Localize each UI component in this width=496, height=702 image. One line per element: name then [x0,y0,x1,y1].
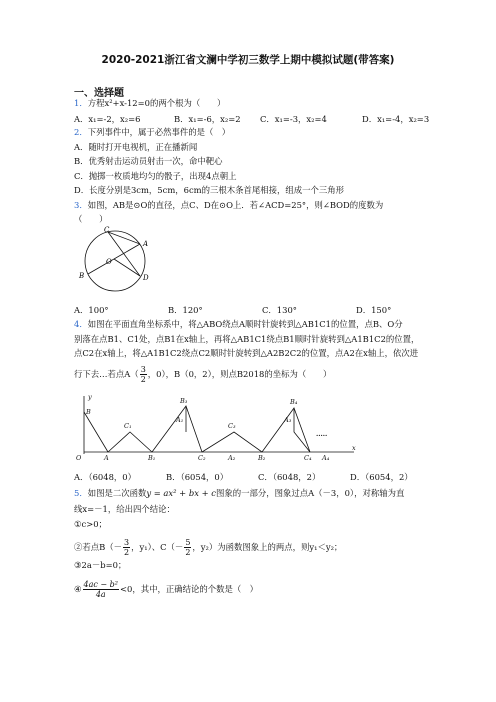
question-number: 4． [74,319,88,329]
label-b3: B₃ [180,397,188,405]
question-text: 下列事件中，属于必然事件的是（ ） [87,127,231,137]
text-part: 如图是二次函数 [87,488,147,498]
option-b: B．（6054，0） [166,472,229,482]
label-a: A [143,240,149,248]
denominator: 2 [185,548,191,557]
numerator: 3 [124,538,130,547]
statement-2 [74,538,342,557]
circle-o [85,231,145,291]
function-expression: y = ax² + bx + c [146,488,216,498]
label-c: C [104,226,110,234]
option-c: C．（6048，2） [258,472,321,482]
question-number: 5． [74,488,88,498]
label-dots: ..... [316,430,328,438]
numerator: 4ac − b² [83,580,118,589]
option-d: D．x₁=-4，x₂=3 [362,114,430,124]
text-part: <0，其中，正确结论的个数是（ ） [119,584,258,594]
numerator: 3 [140,365,146,374]
statement-1: ①c>0； [74,519,107,529]
radius-od [114,259,140,276]
question-paren: （ ） [74,214,108,224]
label-y: y [88,393,92,401]
denominator: 2 [124,548,130,557]
text-part: ，y₁）、C（－ [131,542,184,552]
fraction [140,365,147,384]
label-b: B [86,408,91,416]
triangle-c2a2b2 [202,432,262,452]
text-part: ④ [74,584,82,594]
label-b2: B₂ [258,454,266,462]
text-part: ，y₂）为函数图象上的两点，则y₁＜y₂； [192,542,343,552]
question-text: 方程x²+x-12=0的两个根为（ ） [87,98,226,108]
question-text: 如图在平面直角坐标系中，将△ABO绕点A顺时针旋转到△AB1C1的位置，点B、O分 [87,319,403,329]
label-o: O [76,454,82,462]
denominator: 4a [95,590,106,599]
option-b: B．x₁=-6，x₂=2 [174,114,241,124]
option-c: C．130° [262,305,297,315]
label-a3: A₃ [284,416,292,424]
denominator: 2 [140,375,146,384]
label-c2: C₂ [198,454,206,462]
option-b: B．120° [168,305,203,315]
option-c: C．x₁=-3，x₂=4 [260,114,327,124]
label-a4: A₄ [322,454,330,462]
triangle-ab1c1 [108,432,152,452]
question-4 [74,319,403,330]
option-a: A．（6048，0） [74,472,136,482]
question-number: 2． [74,127,88,137]
option-a: A．x₁=-2，x₂=6 [74,114,141,124]
triangle-a1b1c2 [152,406,202,452]
rotation-diagram [72,392,362,464]
numerator: 5 [185,538,191,547]
segment-ba [84,412,108,452]
question-5 [74,488,404,499]
option-b: B．优秀射击运动员射击一次，命中靶心 [74,156,223,166]
question-3 [74,200,383,211]
label-d: D [143,274,149,282]
question-number: 1． [74,98,88,108]
text-part: ，0），B（0，2），则点B2018的坐标为（ ） [147,369,332,379]
fraction [184,538,191,557]
option-c: C．抛掷一枚质地均匀的骰子，出现4点朝上 [74,171,237,181]
label-a2: A₂ [228,454,236,462]
label-c1: C₁ [124,422,132,430]
label-x: x [352,444,356,452]
label-o: O [106,258,112,266]
label-b1: B₁ [148,454,156,462]
option-d: D．（6054，2） [350,472,413,482]
text-part: 行下去…若点A（ [74,369,139,379]
page-title: 2020-2021浙江省文澜中学初三数学上期中模拟试题(带答案) [101,54,395,66]
triangle-b2b4c4 [262,408,310,452]
question-4-line2: 别落在点B1、C1处，点B1在x轴上，再将△AB1C1绕点B1顺时针旋转到△A1B1C2的位置， [74,334,420,344]
label-c3: C₃ [228,422,236,430]
question-5-line2: 线x=－1，给出四个结论： [74,504,175,514]
question-3-options [74,304,391,316]
question-2 [74,127,230,138]
question-text: 如图，AB是⊙O的直径，点C、D在⊙O上．若∠ACD=25°，则∠BOD的度数为 [87,200,384,210]
fraction [123,538,130,557]
statement-4 [74,580,258,599]
question-1 [74,98,225,109]
statement-3: ③2a－b=0； [74,560,127,570]
question-4-options [74,471,413,483]
label-b4: B₄ [290,398,298,406]
label-a1: A₁ [176,416,184,424]
question-number: 3． [74,200,88,210]
option-a: A．100° [74,305,109,315]
question-4-line3: 点C2在x轴上，将△A1B1C2绕点C2顺时针旋转到△A2B2C2的位置，点A2在x轴上，依次进 [74,348,419,358]
label-b: B [79,272,85,280]
text-part: 图象的一部分，图象过点A（－3，0），对称轴为直 [215,488,405,498]
section-heading: 一、选择题 [74,88,124,99]
option-d: D．150° [356,305,392,315]
fraction [83,580,119,599]
question-1-options [74,113,429,125]
label-a: A [104,454,109,462]
option-d: D．长度分别是3cm，5cm，6cm的三根木条首尾相接，组成一个三角形 [74,185,344,195]
option-a: A．随时打开电视机，正在播新闻 [74,142,198,152]
text-part: ②若点B（－ [74,542,123,552]
question-4-line4 [74,365,331,384]
label-c4: C₄ [304,454,312,462]
circle-diagram [70,226,160,296]
